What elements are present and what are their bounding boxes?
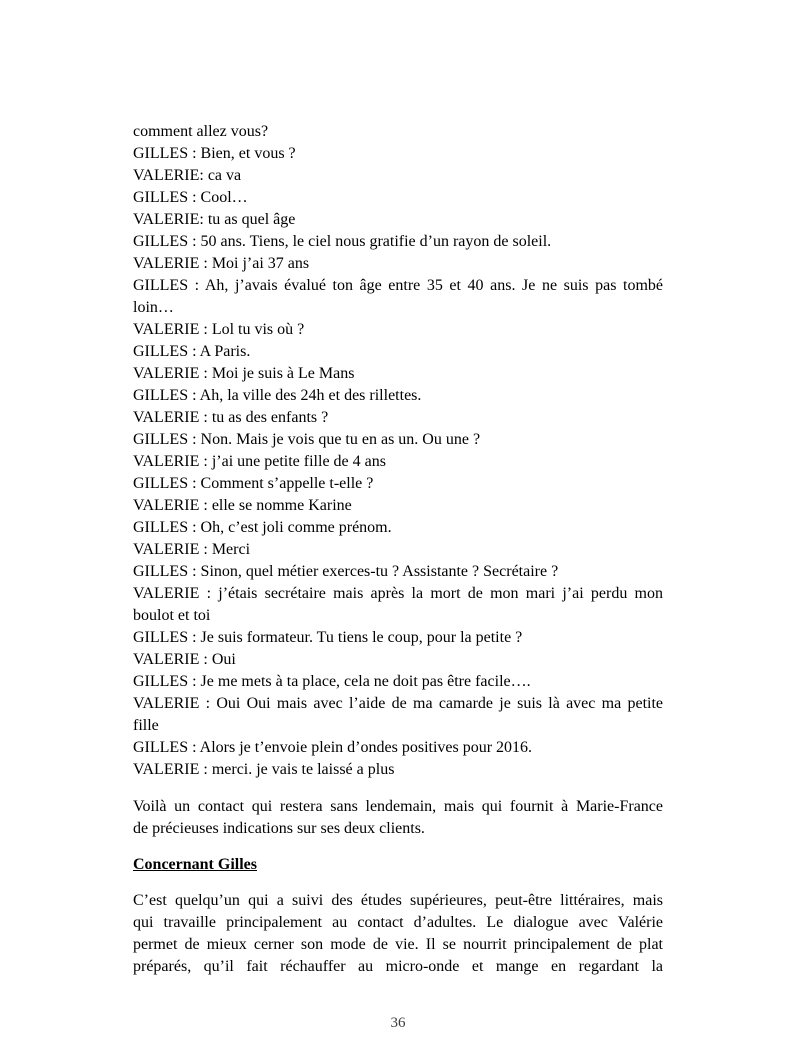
page-content: [133, 121, 663, 978]
section-heading-concernant-gilles: Concernant Gilles: [133, 856, 257, 873]
text-line: VALERIE : Moi je suis à Le Mans: [133, 365, 355, 382]
text-line: loin…: [133, 299, 174, 316]
text-line: préparés, qu’il fait réchauffer au micro-onde et mange en regardant la: [133, 958, 663, 975]
text-line: GILLES : 50 ans. Tiens, le ciel nous gratifie d’un rayon de soleil.: [133, 233, 552, 250]
text-line: VALERIE : j’ai une petite fille de 4 ans: [133, 453, 386, 470]
text-line: VALERIE : Oui Oui mais avec l’aide de ma camarde je suis là avec ma petite: [133, 695, 663, 712]
text-line: GILLES : A Paris.: [133, 343, 251, 360]
text-line: VALERIE: ca va: [133, 167, 242, 184]
text-line: de précieuses indications sur ses deux clients.: [133, 820, 425, 837]
text-line: VALERIE : Oui: [133, 651, 236, 668]
text-line: C’est quelqu’un qui a suivi des études supérieures, peut-être littéraires, mais: [133, 892, 663, 909]
text-line: comment allez vous?: [133, 123, 269, 140]
text-line: VALERIE : Moi j’ai 37 ans: [133, 255, 310, 272]
text-line: VALERIE : merci. je vais te laissé a plus: [133, 761, 395, 778]
commentary-paragraph-contact: [133, 796, 663, 840]
text-line: GILLES : Ah, j’avais évalué ton âge entre 35 et 40 ans. Je ne suis pas tombé: [133, 277, 663, 294]
page-number: 36: [390, 1015, 406, 1031]
text-line: VALERIE : Merci: [133, 541, 251, 558]
text-line: GILLES : Non. Mais je vois que tu en as un. Ou une ?: [133, 431, 481, 448]
text-line: GILLES : Comment s’appelle t-elle ?: [133, 475, 374, 492]
text-line: boulot et toi: [133, 607, 211, 624]
text-line: VALERIE : Lol tu vis où ?: [133, 321, 305, 338]
text-line: VALERIE : tu as des enfants ?: [133, 409, 329, 426]
text-line: VALERIE : elle se nomme Karine: [133, 497, 352, 514]
commentary-paragraph-gilles: [133, 890, 663, 978]
text-line: GILLES : Je me mets à ta place, cela ne doit pas être facile….: [133, 673, 531, 690]
text-line: qui travaille principalement au contact d’adultes. Le dialogue avec Valérie: [133, 914, 663, 931]
text-line: GILLES : Ah, la ville des 24h et des rillettes.: [133, 387, 422, 404]
text-line: GILLES : Sinon, quel métier exerces-tu ? Assistante ? Secrétaire ?: [133, 563, 559, 580]
text-line: GILLES : Je suis formateur. Tu tiens le coup, pour la petite ?: [133, 629, 523, 646]
text-line: GILLES : Cool…: [133, 189, 248, 206]
text-line: fille: [133, 717, 159, 734]
text-line: permet de mieux cerner son mode de vie. Il se nourrit principalement de plat: [133, 936, 663, 953]
text-line: VALERIE : j’étais secrétaire mais après la mort de mon mari j’ai perdu mon: [133, 585, 663, 602]
text-line: GILLES : Oh, c’est joli comme prénom.: [133, 519, 392, 536]
text-line: Voilà un contact qui restera sans lendemain, mais qui fournit à Marie-France: [133, 798, 663, 815]
text-line: GILLES : Bien, et vous ?: [133, 145, 296, 162]
text-line: VALERIE: tu as quel âge: [133, 211, 296, 228]
chat-transcript: [133, 121, 663, 781]
text-line: GILLES : Alors je t’envoie plein d’ondes positives pour 2016.: [133, 739, 533, 756]
